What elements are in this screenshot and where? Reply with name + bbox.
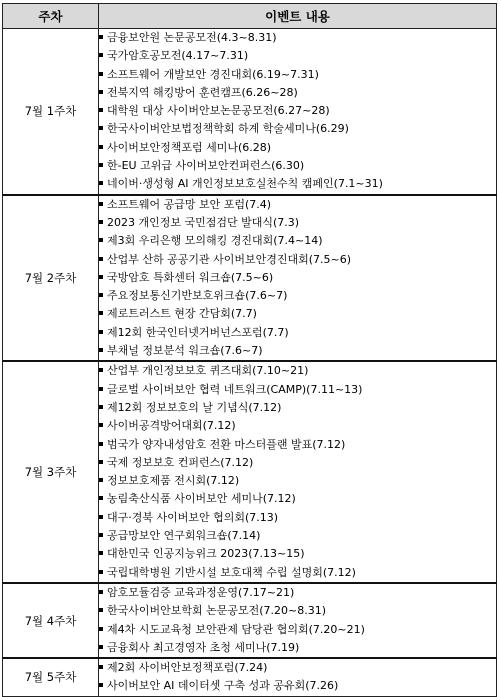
event-schedule-table: [2, 3, 497, 697]
event-item: [99, 454, 496, 472]
event-item: [99, 251, 496, 269]
square-bullet-icon: [99, 442, 103, 446]
square-bullet-icon: [99, 53, 103, 57]
event-text: 국립대학병원 기반시설 보호대책 수립 설명회(7.12): [107, 565, 356, 579]
square-bullet-icon: [99, 645, 103, 649]
square-bullet-icon: [99, 665, 103, 669]
square-bullet-icon: [99, 311, 103, 315]
square-bullet-icon: [99, 423, 103, 427]
event-item: [99, 196, 496, 214]
event-item: [99, 362, 496, 380]
square-bullet-icon: [99, 238, 103, 242]
square-bullet-icon: [99, 551, 103, 555]
square-bullet-icon: [99, 608, 103, 612]
event-item: [99, 157, 496, 175]
week-cell: 7월 1주차: [3, 29, 99, 195]
event-text: 국방암호 특화센터 워크숍(7.5~6): [107, 270, 274, 284]
event-item: [99, 490, 496, 508]
square-bullet-icon: [99, 72, 103, 76]
square-bullet-icon: [99, 257, 103, 261]
event-item: [99, 66, 496, 84]
event-item: [99, 659, 496, 677]
square-bullet-icon: [99, 515, 103, 519]
square-bullet-icon: [99, 220, 103, 224]
event-text: 2023 개인정보 국민점검단 발대식(7.3): [107, 215, 300, 229]
table-row: [3, 658, 497, 696]
event-text: 글로벌 사이버보안 협력 네트워크(CAMP)(7.11~13): [107, 382, 363, 396]
event-item: [99, 29, 496, 47]
event-item: [99, 175, 496, 193]
event-text: 금융보안원 논문공모전(4.3~8.31): [107, 31, 277, 44]
events-cell: [99, 583, 497, 658]
event-item: [99, 602, 496, 620]
square-bullet-icon: [99, 590, 103, 594]
event-text: 제4차 시도교육청 보안관제 담당관 협의회(7.20~21): [107, 622, 365, 636]
table-header-row: [3, 4, 497, 29]
event-item: [99, 509, 496, 527]
event-item: [99, 545, 496, 563]
square-bullet-icon: [99, 496, 103, 500]
event-text: 대한민국 인공지능위크 2023(7.13~15): [107, 547, 305, 561]
square-bullet-icon: [99, 683, 103, 687]
event-item: [99, 584, 496, 602]
event-item: [99, 621, 496, 639]
event-text: 금융회사 최고경영자 초청 세미나(7.19): [107, 640, 300, 654]
event-text: 국가암호공모전(4.17~7.31): [107, 49, 249, 63]
event-text: 사이버보안정책포럼 세미나(6.28): [107, 140, 272, 154]
event-text: 소프트웨어 개발보안 경진대회(6.19~7.31): [107, 67, 319, 81]
event-text: 국제 정보보호 컨퍼런스(7.12): [107, 455, 254, 469]
event-text: 주요정보통신기반보호위크숍(7.6~7): [107, 289, 288, 303]
event-text: 소프트웨어 공급망 보안 포럼(7.4): [107, 197, 272, 211]
square-bullet-icon: [99, 181, 103, 185]
square-bullet-icon: [99, 108, 103, 112]
week-cell: 7월 4주차: [3, 583, 99, 658]
square-bullet-icon: [99, 348, 103, 352]
event-text: 농림축산식품 사이버보안 세미나(7.12): [107, 492, 296, 506]
event-text: 범국가 양자내성암호 전환 마스터플랜 발표(7.12): [107, 437, 346, 451]
event-list: [99, 362, 496, 582]
event-text: 사이버보안 AI 데이터셋 구축 성과 공유회(7.26): [107, 679, 339, 693]
events-cell: [99, 29, 497, 195]
week-column-header: 주차: [3, 4, 99, 29]
event-item: [99, 564, 496, 582]
square-bullet-icon: [99, 145, 103, 149]
square-bullet-icon: [99, 627, 103, 631]
event-item: [99, 527, 496, 545]
week-cell: 7월 3주차: [3, 361, 99, 583]
event-item: [99, 399, 496, 417]
event-item: [99, 120, 496, 138]
event-text: 암호모듈검증 교육과정운영(7.17~21): [107, 585, 295, 599]
event-text: 공급망보안 연구회워크숍(7.14): [107, 529, 261, 543]
event-item: [99, 102, 496, 120]
table-row: [3, 195, 497, 362]
event-text: 제3회 우리은행 모의해킹 경진대회(7.4~14): [107, 234, 323, 248]
week-cell: 7월 5주차: [3, 658, 99, 696]
square-bullet-icon: [99, 405, 103, 409]
event-item: [99, 287, 496, 305]
event-text: 대구·경북 사이버보안 협의회(7.13): [107, 510, 279, 524]
event-item: [99, 47, 496, 65]
square-bullet-icon: [99, 387, 103, 391]
event-list: [99, 196, 496, 361]
table-row: [3, 583, 497, 658]
event-item: [99, 324, 496, 342]
event-list: [99, 584, 496, 657]
square-bullet-icon: [99, 202, 103, 206]
event-item: [99, 342, 496, 360]
square-bullet-icon: [99, 533, 103, 537]
event-text: 사이버공격방어대회(7.12): [107, 419, 236, 433]
event-item: [99, 139, 496, 157]
event-text: 대학원 대상 사이버안보논문공모전(6.27~28): [107, 104, 330, 118]
event-item: [99, 214, 496, 232]
table-row: [3, 361, 497, 583]
event-text: 한국사이버안보법정책학회 하계 학술세미나(6.29): [107, 122, 349, 136]
events-cell: [99, 658, 497, 696]
event-text: 제12회 정보보호의 날 기념식(7.12): [107, 400, 282, 414]
event-item: [99, 472, 496, 490]
square-bullet-icon: [99, 330, 103, 334]
event-text: 산업부 산하 공공기관 사이버보안경진대회(7.5~6): [107, 252, 352, 266]
event-text: 정보보호제품 전시회(7.12): [107, 474, 240, 488]
event-text: 한국사이버안보학회 논문공모전(7.20~8.31): [107, 604, 327, 618]
event-item: [99, 436, 496, 454]
square-bullet-icon: [99, 368, 103, 372]
event-text: 전북지역 해킹방어 훈련캠프(6.26~28): [107, 85, 298, 99]
square-bullet-icon: [99, 478, 103, 482]
events-column-header: 이벤트 내용: [99, 4, 497, 29]
square-bullet-icon: [99, 35, 103, 39]
square-bullet-icon: [99, 90, 103, 94]
square-bullet-icon: [99, 293, 103, 297]
square-bullet-icon: [99, 460, 103, 464]
event-list: [99, 659, 496, 696]
event-item: [99, 269, 496, 287]
event-text: 제12회 한국인터넷거버넌스포럼(7.7): [107, 325, 289, 339]
event-item: [99, 84, 496, 102]
square-bullet-icon: [99, 163, 103, 167]
table-row: [3, 29, 497, 195]
events-cell: [99, 361, 497, 583]
events-cell: [99, 195, 497, 362]
event-text: 산업부 개인정보보호 퀴즈대회(7.10~21): [107, 364, 309, 378]
square-bullet-icon: [99, 570, 103, 574]
event-text: 한-EU 고위급 사이버보안컨퍼런스(6.30): [107, 159, 305, 173]
square-bullet-icon: [99, 126, 103, 130]
square-bullet-icon: [99, 275, 103, 279]
event-item: [99, 305, 496, 323]
event-list: [99, 29, 496, 194]
event-item: [99, 417, 496, 435]
week-cell: 7월 2주차: [3, 195, 99, 362]
event-item: [99, 381, 496, 399]
schedule-body: [3, 29, 497, 697]
event-item: [99, 639, 496, 657]
event-item: [99, 232, 496, 250]
event-text: 부채널 정보분석 워크숍(7.6~7): [107, 344, 263, 358]
event-text: 제2회 사이버안보정책포럼(7.24): [107, 661, 268, 675]
event-text: 제로트러스트 현장 간담회(7.7): [107, 307, 257, 321]
event-text: 네이버·생성형 AI 개인정보보호실천수칙 캠페인(7.1~31): [107, 177, 383, 191]
